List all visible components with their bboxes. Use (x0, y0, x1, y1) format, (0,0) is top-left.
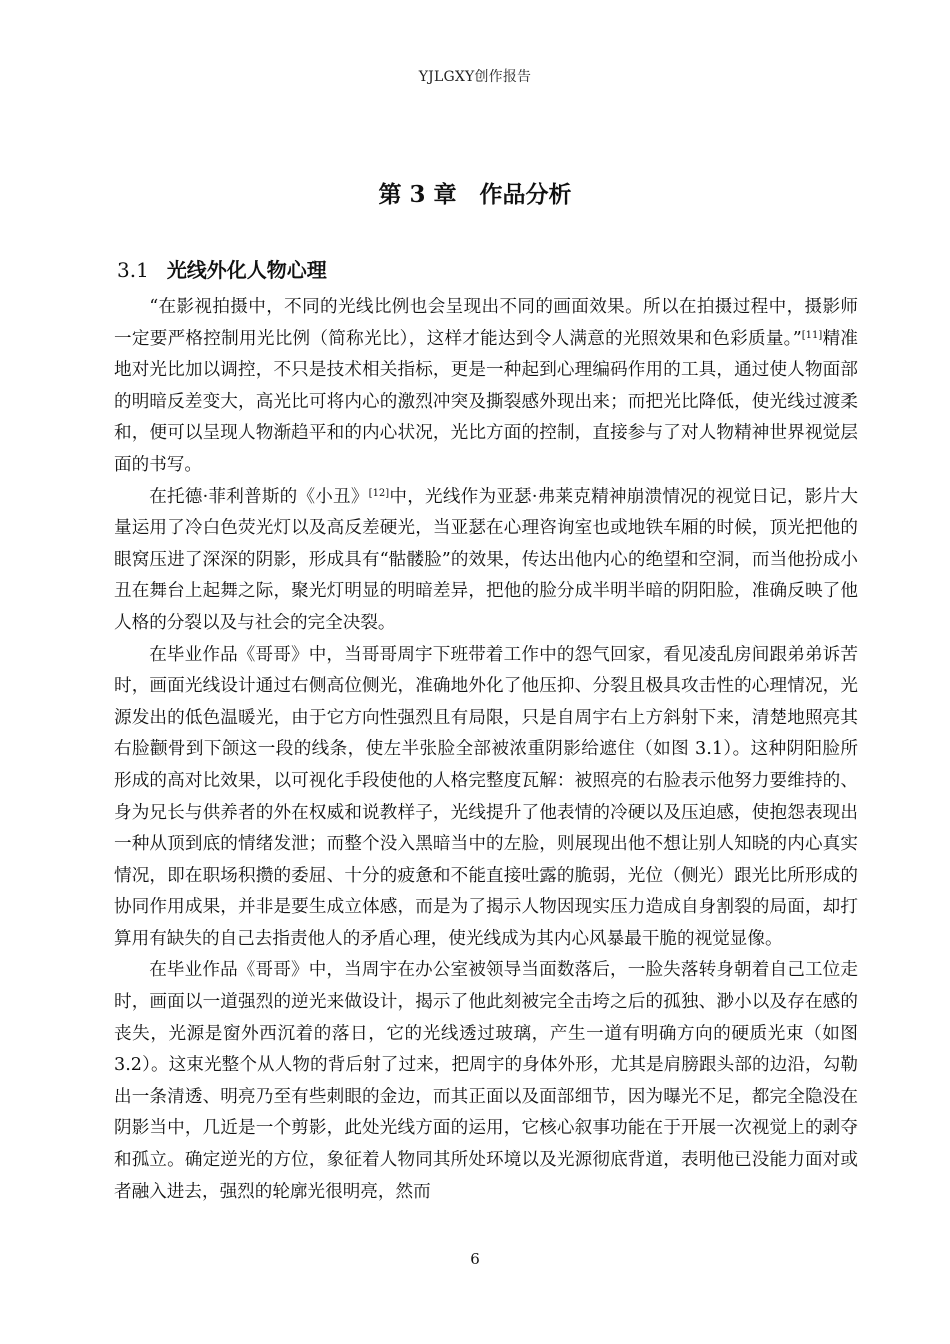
paragraph-text: 在毕业作品《哥哥》中，当周宇在办公室被领导当面数落后，一脸失落转身朝着自己工位走时，画面以一道强烈的逆光来做设计，揭示了他此刻被完全击垮之后的孤独、渺小以及存在感的丧失，光源是窗外西沉着的落日，它的光线透过玻璃，产生一道有明确方向的硬质光束（如图 3.2）。这束光整个从人物的背后射了过来，把周宇的身体外形，尤其是肩膀跟头部的边沿，勾勒出一条清透、明亮乃至有些刺眼的金边，而其正面以及面部细节，因为曝光不足，都完全隐没在阴影当中，几近是一个剪影，此处光线方面的运用，它核心叙事功能在于开展一次视觉上的剥夺和孤立。确定逆光的方位，象征着人物同其所处环境以及光源彻底背道，表明他已没能力面对或者融入进去，强烈的轮廓光很明亮，然而 (114, 960, 858, 1202)
section-heading (117, 254, 327, 283)
paragraph (114, 292, 858, 482)
paragraph-text: “在影视拍摄中，不同的光线比例也会呈现出不同的画面效果。所以在拍摄过程中，摄影师一定要严格控制用光比例（简称光比），这样才能达到令人满意的光照效果和色彩质量。” (114, 297, 858, 349)
paragraph-text: 在毕业作品《哥哥》中，当哥哥周宇下班带着工作中的怨气回家，看见凌乱房间跟弟弟诉苦时，画面光线设计通过右侧高位侧光，准确地外化了他压抑、分裂且极具攻击性的心理情况，光源发出的低色温暖光，由于它方向性强烈且有局限，只是自周宇右上方斜射下来，清楚地照亮其右脸颧骨到下颌这一段的线条，使左半张脸全部被浓重阴影给遮住（如图 3.1）。这种阴阳脸所形成的高对比效果，以可视化手段使他的人格完整度瓦解：被照亮的右脸表示他努力要维持的、身为兄长与供养者的外在权威和说教样子，光线提升了他表情的冷硬以及压迫感，使抱怨表现出一种从顶到底的情绪发泄；而整个没入黑暗当中的左脸，则展现出他不想让别人知晓的内心真实情况，即在职场积攒的委屈、十分的疲惫和不能直接吐露的脆弱，光位（侧光）跟光比所形成的协同作用成果，并非是要生成立体感，而是为了揭示人物因现实压力造成自身割裂的局面，却打算用有缺失的自己去指责他人的矛盾心理，使光线成为其内心风暴最干脆的视觉显像。 (114, 644, 858, 949)
paragraph (114, 640, 858, 956)
paragraph-text: 中，光线作为亚瑟·弗莱克精神崩溃情况的视觉日记，影片大量运用了冷白色荧光灯以及高反差硬光，当亚瑟在心理咨询室也或地铁车厢的时候，顶光把他的眼窝压进了深深的阴影，形成具有“骷髅脸”的效果，传达出他内心的绝望和空洞，而当他扮成小丑在舞台上起舞之际，聚光灯明显的明暗差异，把他的脸分成半明半暗的阴阳脸，准确反映了他人格的分裂以及与社会的完全决裂。 (114, 486, 858, 633)
section-title: 光线外化人物心理 (166, 258, 327, 282)
paragraph (114, 482, 858, 640)
body-text (114, 292, 858, 1208)
citation[interactable]: [11] (801, 329, 823, 341)
page-number: 6 (470, 1250, 480, 1268)
chapter-title: 第 3 章 作品分析 (378, 181, 572, 208)
section-number: 3.1 (117, 258, 149, 282)
paragraph-text: 精准地对光比加以调控，不只是技术相关指标，更是一种起到心理编码作用的工具，通过使人物面部的明暗反差变大，高光比可将内心的激烈冲突及撕裂感外现出来；而把光比降低，使光线过渡柔和，便可以呈现人物渐趋平和的内心状况，光比方面的控制，直接参与了对人物精神世界视觉层面的书写。 (114, 328, 858, 475)
running-header: YJLGXY创作报告 (418, 69, 532, 85)
paragraph (114, 955, 858, 1208)
citation[interactable]: [12] (368, 487, 390, 499)
paragraph-text: 在托德·菲利普斯的《小丑》 (149, 486, 369, 507)
